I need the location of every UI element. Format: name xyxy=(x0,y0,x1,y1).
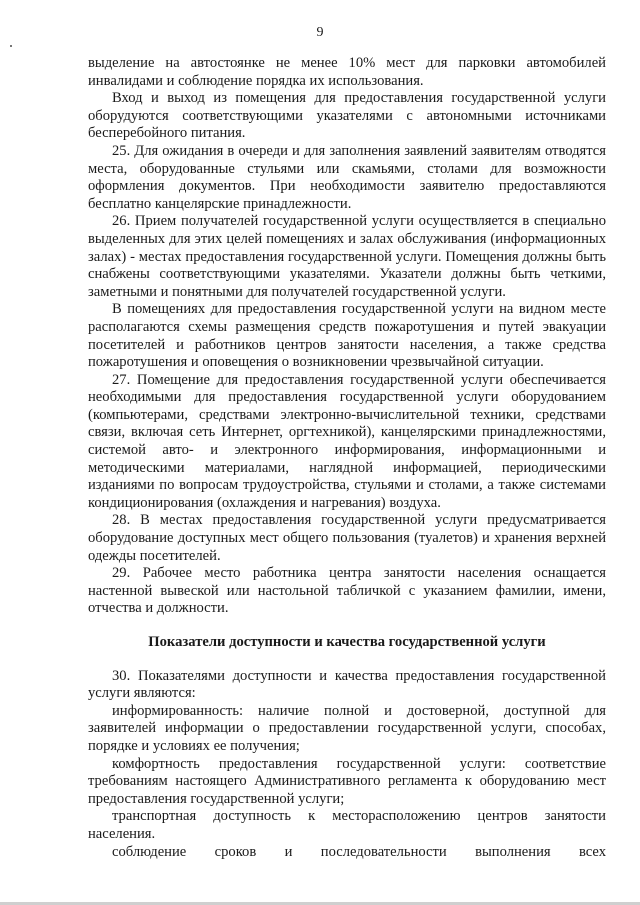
paragraph-28-facilities: 28. В местах предоставления государственной услуги предусматривается оборудование доступных мест общего пользования (туалетов) и хранения верхней одежды посетителей. xyxy=(88,512,606,564)
list-item-comfort: комфортность предоставления государственной услуги: соответствие требованиям настоящего Административного регламента к оборудованию мест предоставления государственной услуги; xyxy=(88,755,606,807)
paragraph-30-indicators: 30. Показателями доступности и качества предоставления государственной услуги являются: xyxy=(88,667,606,702)
section-heading: Показатели доступности и качества государственной услуги xyxy=(148,634,546,650)
list-item-awareness: информированность: наличие полной и достоверной, доступной для заявителей информации о предоставлении государственной услуги, способах, порядке и условиях ее получения; xyxy=(88,702,606,754)
paragraph-fire-safety: В помещениях для предоставления государственной услуги на видном месте располагаются схемы размещения средств пожаротушения и путей эвакуации посетителей и работников центров занятости населения, а также средства пожаротушения и оповещения о возникновении чрезвычайной ситуации. xyxy=(88,301,606,371)
scan-artifact xyxy=(10,45,12,47)
paragraph-29-workplace: 29. Рабочее место работника центра занятости населения оснащается настенной вывеской или настольной табличкой с указанием фамилии, имени, отчества и должности. xyxy=(88,565,606,617)
paragraph-parking: выделение на автостоянке не менее 10% мест для парковки автомобилей инвалидами и соблюдение порядка их использования. xyxy=(88,55,606,89)
paragraph-entrance: Вход и выход из помещения для предоставления государственной услуги оборудуются соответствующими указателями с автономными источниками бесперебойного питания. xyxy=(88,90,606,142)
list-item-transport: транспортная доступность к месторасположению центров занятости населения. xyxy=(88,808,606,842)
section-spacer xyxy=(88,652,606,668)
paragraph-25-waiting: 25. Для ожидания в очереди и для заполнения заявлений заявителям отводятся места, оборудованные стульями или скамьями, столами для возможности оформления документов. При необходимости заявителю предоставляются бесплатно канцелярские принадлежности. xyxy=(88,142,606,212)
section-spacer xyxy=(88,618,606,634)
paragraph-27-equipment: 27. Помещение для предоставления государственной услуги обеспечивается необходимыми для предоставления государственной услуги оборудованием (компьютерами, средствами электронно-вычислительной техники, средствами связи, включая сеть Интернет, оргтехникой), канцелярскими принадлежностями, системой авто- и электронного информирования, информационными и методическими материалами, наглядной информацией, периодическими изданиями по вопросам трудоустройства, стульями и столами, а также системами кондиционирования (охлаждения и нагревания) воздуха. xyxy=(88,371,606,511)
list-item-deadlines: соблюдение сроков и последовательности выполнения всех xyxy=(112,843,606,860)
page-number: 9 xyxy=(316,25,324,40)
paragraph-26-reception: 26. Прием получателей государственной услуги осуществляется в специально выделенных для этих целей помещениях и залах обслуживания (информационных залах) - местах предоставления государственной услуги. Помещения должны быть снабжены соответствующими указателями. Указатели должны быть четкими, заметными и понятными для получателей государственной услуги. xyxy=(88,213,606,300)
document-body xyxy=(88,55,606,861)
